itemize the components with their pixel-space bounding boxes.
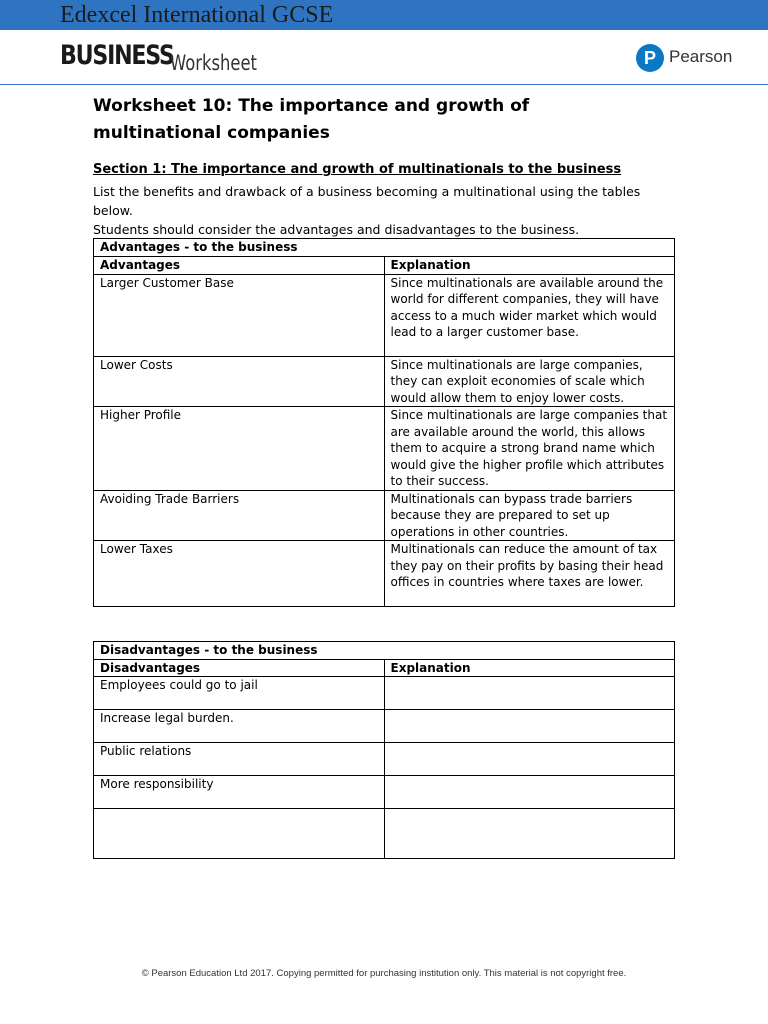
disadvantage-explanation[interactable] xyxy=(384,743,675,776)
pearson-logo xyxy=(636,43,756,75)
subject-brand xyxy=(60,40,257,80)
table-row xyxy=(94,677,675,710)
disadvantage-explanation[interactable] xyxy=(384,677,675,710)
table-row xyxy=(94,776,675,809)
advantage-explanation: Since multinationals are large companies that are available around the world, this allows them to acquire a strong brand name which would give the higher profile which attributes to their success. xyxy=(384,407,675,491)
intro-line: List the benefits and drawback of a business becoming a multinational using the tables below. xyxy=(93,184,641,218)
disadvantages-table xyxy=(93,641,675,859)
table-caption: Disadvantages - to the business xyxy=(94,642,675,660)
disadvantage-item[interactable]: Increase legal burden. xyxy=(94,710,385,743)
advantage-item: Lower Costs xyxy=(94,356,385,407)
table-row xyxy=(94,809,675,859)
disadvantage-item[interactable] xyxy=(94,809,385,859)
copyright-footer: © Pearson Education Ltd 2017. Copying permitted for purchasing institution only. This material is not copyright free. xyxy=(141,968,627,979)
table-row xyxy=(94,356,675,407)
table-row xyxy=(94,407,675,491)
advantage-explanation: Multinationals can bypass trade barriers because they are prepared to set up operations in other countries. xyxy=(384,490,675,541)
table-row xyxy=(94,541,675,607)
column-header: Explanation xyxy=(384,257,675,275)
disadvantage-item[interactable]: Public relations xyxy=(94,743,385,776)
table-row xyxy=(94,743,675,776)
section-heading: Section 1: The importance and growth of multinationals to the business xyxy=(93,162,622,177)
advantage-item: Lower Taxes xyxy=(94,541,385,607)
advantage-explanation: Since multinationals are large companies, they can exploit economies of scale which would allow them to enjoy lower costs. xyxy=(384,356,675,407)
advantage-item: Larger Customer Base xyxy=(94,274,385,356)
logo-letter: P xyxy=(643,48,656,68)
disadvantage-explanation[interactable] xyxy=(384,776,675,809)
column-header: Explanation xyxy=(384,659,675,677)
subject-title: BUSINESS xyxy=(60,40,174,71)
page-title: Worksheet 10: The importance and growth of multinational companies xyxy=(93,96,530,143)
disadvantage-explanation[interactable] xyxy=(384,710,675,743)
disadvantage-explanation[interactable] xyxy=(384,809,675,859)
intro-line: Students should consider the advantages and disadvantages to the business. xyxy=(93,222,580,237)
advantage-item: Avoiding Trade Barriers xyxy=(94,490,385,541)
doc-type-label: Worksheet xyxy=(170,51,257,75)
table-row xyxy=(94,710,675,743)
advantage-explanation: Since multinationals are available around the world for different companies, they will have access to a much wider market which would lead to a larger customer base. xyxy=(384,274,675,356)
disadvantage-item[interactable]: Employees could go to jail xyxy=(94,677,385,710)
table-row xyxy=(94,490,675,541)
advantage-item: Higher Profile xyxy=(94,407,385,491)
intro-text xyxy=(93,182,683,239)
column-header: Advantages xyxy=(94,257,385,275)
publisher-name: Pearson xyxy=(669,47,733,66)
disadvantage-item[interactable]: More responsibility xyxy=(94,776,385,809)
column-header: Disadvantages xyxy=(94,659,385,677)
advantage-explanation: Multinationals can reduce the amount of tax they pay on their profits by basing their head offices in countries where taxes are lower. xyxy=(384,541,675,607)
series-title: Edexcel International GCSE xyxy=(60,2,334,28)
header-bar xyxy=(0,0,768,30)
table-row xyxy=(94,274,675,356)
header-divider xyxy=(0,84,768,85)
table-caption: Advantages - to the business xyxy=(94,239,675,257)
advantages-table xyxy=(93,238,675,607)
